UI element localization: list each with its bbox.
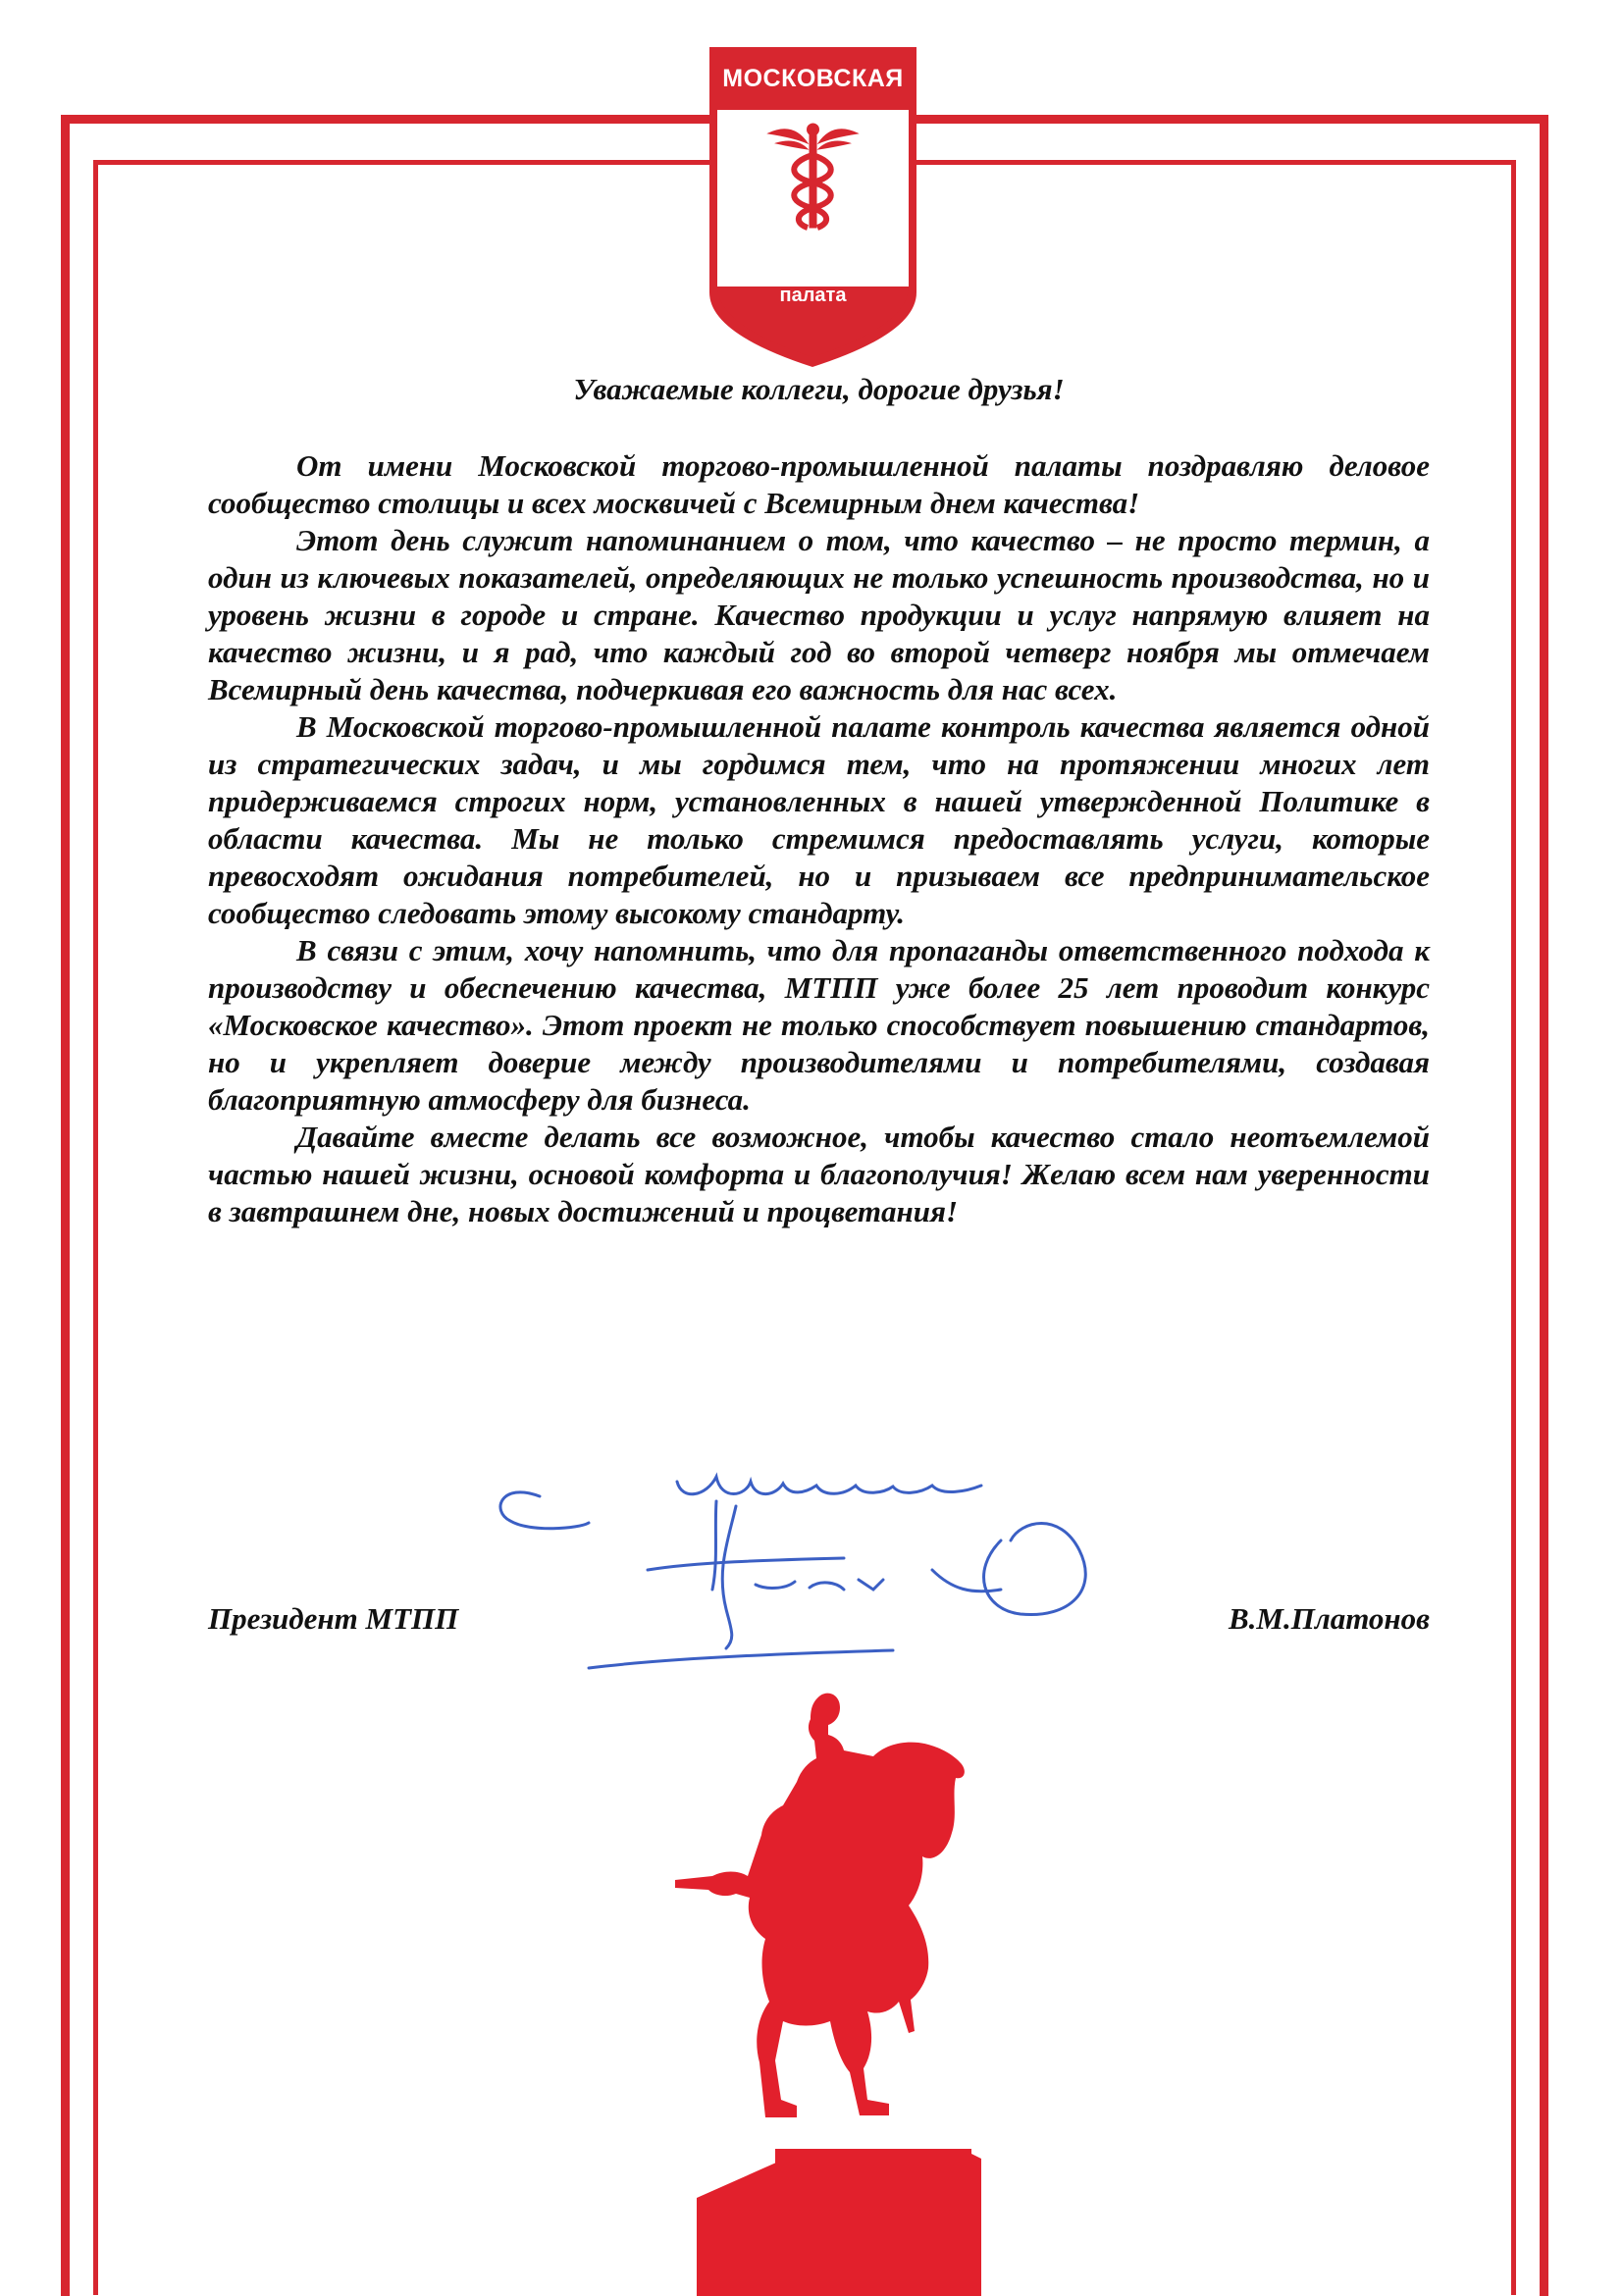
- logo-subtitle-line: торгово-: [770, 241, 856, 263]
- logo-shield: [709, 47, 916, 367]
- handwritten-signature: [471, 1442, 1217, 1707]
- horseman-monument-image: [667, 1688, 1001, 2296]
- logo-title: МОСКОВСКАЯ: [722, 65, 904, 92]
- letter-greeting: Уважаемые коллеги, дорогие друзья!: [573, 372, 1065, 406]
- letter-paragraph: Давайте вместе делать все возможное, чтобы качество стало неотъемлемой частью нашей жизни, основой комфорта и благополучия! Желаю всем нам уверенности в завтрашнем дне, новых достижений и процветания!: [208, 1120, 1430, 1228]
- mtpp-logo: [709, 47, 916, 367]
- letter-paragraph: В связи с этим, хочу напомнить, что для пропаганды ответственного подхода к производству и обеспечению качества, МТПП уже более 25 лет проводит конкурс «Московское качество». Этот проект не только способствует повышению стандартов, но и укрепляет доверие между производителями и потребителями, создавая благоприятную атмосферу для бизнеса.: [208, 933, 1430, 1117]
- letter-paragraph: Этот день служит напоминанием о том, что качество – не просто термин, а один из ключевых показателей, определяющих не только успешность производства, но и уровень жизни в городе и стране. Качество продукции и услуг напрямую влияет на качество жизни, и я рад, что каждый год во второй четверг ноября мы отмечаем Всемирный день качества, подчеркивая его важность для нас всех.: [208, 523, 1430, 706]
- letter-body: [208, 371, 1430, 1230]
- signature-row: [208, 1601, 1430, 1641]
- logo-subtitle-line: палата: [779, 285, 847, 306]
- letter-paragraph: От имени Московской торгово-промышленной палаты поздравляю деловое сообщество столицы и всех москвичей с Всемирным днем качества!: [208, 448, 1430, 520]
- logo-subtitle-line: промышленная: [736, 263, 890, 285]
- letter-paragraph: В Московской торгово-промышленной палате контроль качества является одной из стратегических задач, и мы гордимся тем, что на протяжении многих лет придерживаемся строгих норм, установленных в нашей утвержденной Политике в области качества. Мы не только стремимся предоставлять услуги, которые превосходят ожидания потребителей, но и призываем все предпринимательское сообщество следовать этому высокому стандарту.: [208, 709, 1430, 930]
- signatory-position: Президент МТПП: [208, 1601, 459, 1636]
- signatory-name: В.М.Платонов: [1228, 1601, 1430, 1636]
- logo-subtitle: [709, 241, 916, 306]
